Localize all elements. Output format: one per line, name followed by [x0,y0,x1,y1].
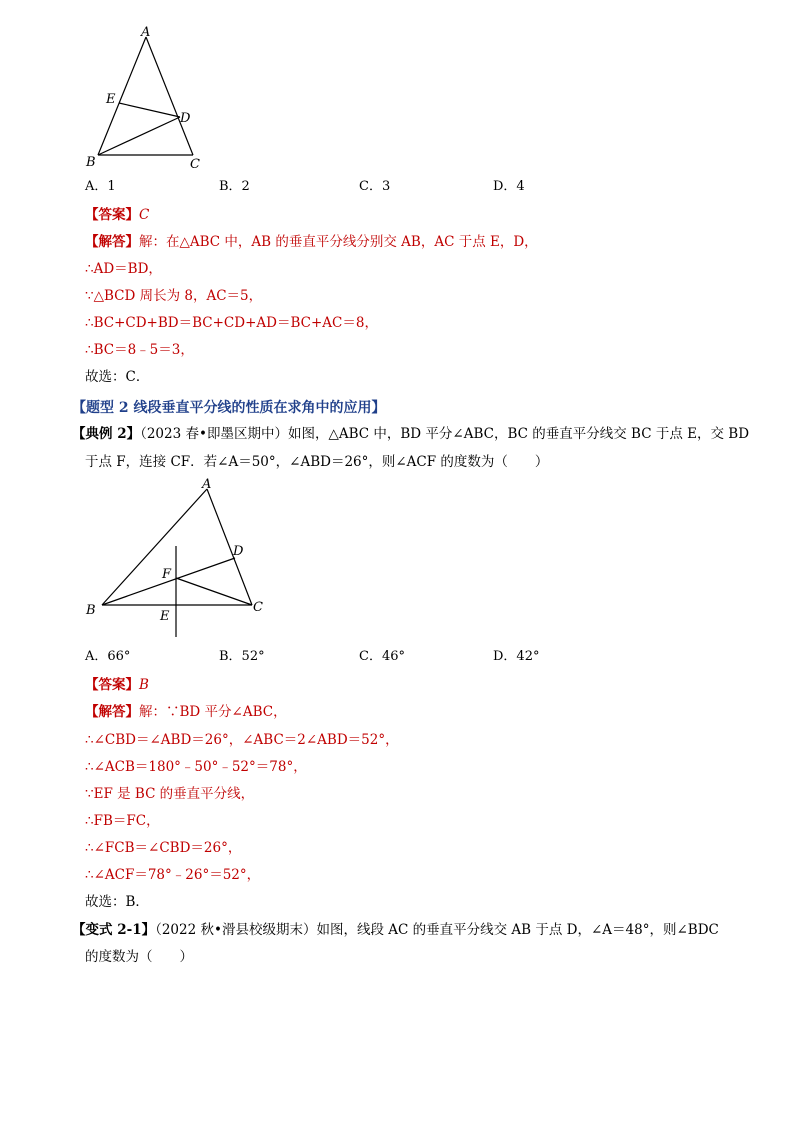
section-2-title: 【题型 2 线段垂直平分线的性质在求角中的应用】 [72,400,386,416]
q1-choice-d: D．4 [493,179,525,194]
q1-solution-line-4: ∴BC+CD+BD＝BC+CD+AD＝BC+AC＝8， [85,315,378,331]
q1-answer [85,206,149,224]
fig1-label-c: C [190,157,200,172]
q2-solution-line-2: ∴∠CBD＝∠ABD＝26°，∠ABC＝2∠ABD＝52°， [85,732,399,748]
figure-2-triangle [80,474,280,644]
fig2-label-e: E [160,609,170,624]
q1-solution-line-5: ∴BC＝8﹣5＝3， [85,342,194,358]
q2-solution-line-3: ∴∠ACB＝180°﹣50°﹣52°＝78°， [85,759,307,775]
example-2-line-2: 于点 F，连接 CF．若∠A＝50°，∠ABD＝26°，则∠ACF 的度数为（ ） [85,454,549,470]
variant-2-1-line-1 [72,921,719,939]
variant-2-1-line-2: 的度数为（ ） [85,949,193,965]
fig1-label-e: E [106,92,116,107]
solution-tag: 【解答】 [85,704,139,720]
answer-tag: 【答案】 [85,207,139,223]
solution-text: 解：∵BD 平分∠ABC， [139,704,287,720]
q2-solution-line-4: ∵EF 是 BC 的垂直平分线， [85,786,255,802]
figure-1-triangle [80,22,220,174]
q2-solution-line-6: ∴∠FCB＝∠CBD＝26°， [85,840,242,856]
q2-final: 故选：B． [85,894,149,910]
fig1-label-d: D [180,111,191,126]
q1-choice-b: B．2 [219,179,250,194]
q1-solution-line-2: ∴AD＝BD， [85,261,162,277]
q1-choice-c: C．3 [359,179,391,194]
fig2-label-f: F [162,567,172,582]
q1-solution-line-1 [85,233,538,251]
variant-2-1-text: （2022 秋•滑县校级期末）如图，线段 AC 的垂直平分线交 AB 于点 D，∠A＝48°，则∠BDC [155,922,719,938]
q2-answer [85,676,149,694]
q2-solution-line-5: ∴FB＝FC， [85,813,160,829]
fig2-label-c: C [253,600,263,615]
q1-solution-line-3: ∵△BCD 周长为 8，AC＝5， [85,288,263,304]
solution-text: 解：在△ABC 中，AB 的垂直平分线分别交 AB，AC 于点 E，D， [139,234,538,250]
q2-choice-d: D．42° [493,649,540,664]
q1-choice-a: A．1 [85,179,116,194]
q1-final: 故选：C． [85,369,150,385]
example-2-line-1 [72,425,749,443]
q2-choice-c: C．46° [359,649,405,664]
answer-value: B [139,677,149,693]
example-2-text: （2023 春•即墨区期中）如图，△ABC 中，BD 平分∠ABC，BC 的垂直平分线交 BC 于点 E，交 BD [140,426,750,442]
q2-solution-line-7: ∴∠ACF＝78°﹣26°＝52°， [85,867,261,883]
fig1-label-a: A [141,25,151,40]
fig1-label-b: B [86,155,96,170]
solution-tag: 【解答】 [85,234,139,250]
fig2-label-d: D [233,544,244,559]
answer-tag: 【答案】 [85,677,139,693]
q2-choice-b: B．52° [219,649,265,664]
variant-2-1-tag: 【变式 2-1】 [72,922,156,938]
fig2-label-b: B [86,603,96,618]
fig2-label-a: A [202,477,212,492]
q2-choice-a: A．66° [85,649,131,664]
answer-value: C [139,207,150,223]
q2-solution-line-1 [85,703,287,721]
example-2-tag: 【典例 2】 [72,426,141,442]
